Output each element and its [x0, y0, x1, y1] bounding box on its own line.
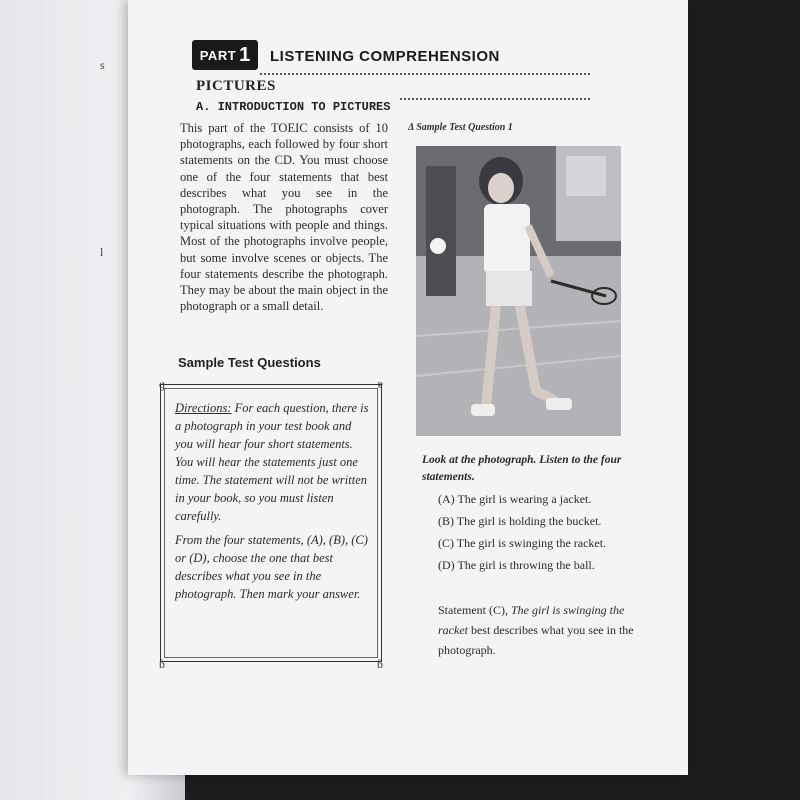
directions-label: Directions:	[175, 401, 232, 415]
directions-paragraph	[175, 399, 369, 525]
sample-questions-heading: Sample Test Questions	[178, 355, 321, 370]
option-d: (D) The girl is throwing the ball.	[438, 558, 595, 572]
directions-box	[159, 377, 383, 671]
answer-options	[438, 490, 636, 578]
part-word: PART	[199, 47, 237, 63]
option-b: (B) The girl is holding the bucket.	[438, 514, 602, 528]
corner-ornament: ɓ	[377, 657, 383, 671]
page-title: LISTENING COMPREHENSION	[270, 48, 500, 65]
corner-ornament: ɓ	[159, 657, 165, 671]
question-photograph	[416, 146, 621, 436]
left-page-mark: l	[100, 245, 104, 259]
option-c: (C) The girl is swinging the racket.	[438, 536, 607, 550]
left-page-mark: s	[100, 58, 105, 72]
photograph-girl-tennis	[416, 146, 621, 436]
intro-paragraph: This part of the TOEIC consists of 10 photographs, each followed by four short statements on the CD. You must choose one of the four statements that best describes what you see in the photograph. The photographs cover typical situations with people and things. Most of the photographs involve people, but some involve scenes or objects. The four statements describe the photograph. They may be about the main object in the photograph or a small detail.	[180, 121, 388, 314]
question-instruction: Look at the photograph. Listen to the four statements.	[422, 454, 622, 483]
header-rule	[260, 73, 590, 75]
sample-question-label: Δ Sample Test Question 1	[408, 122, 513, 133]
directions-text: For each question, there is a photograph in your test book and you will hear four short statements. You will hear the statements just one time. The statement will not be written in your book, so you must listen carefully.	[175, 401, 369, 523]
directions-text-2: From the four statements, (A), (B), (C) or (D), choose the one that best describes what you see in the photograph. Then mark your answer.	[175, 533, 368, 601]
book-page	[128, 0, 688, 775]
part-badge	[192, 40, 258, 70]
pictures-heading: PICTURES	[196, 78, 276, 94]
option-a: (A) The girl is wearing a jacket.	[438, 492, 592, 506]
part-number: 1	[239, 43, 251, 66]
intro-heading: A. INTRODUCTION TO PICTURES	[196, 100, 391, 114]
section-rule	[400, 98, 590, 100]
corner-ornament: ɐ	[377, 377, 383, 391]
answer-prefix: Statement (C),	[438, 603, 508, 617]
corner-ornament: ɡ	[159, 377, 165, 391]
answer-italic: The girl is swinging the racket	[438, 603, 625, 637]
answer-explanation	[438, 600, 648, 660]
answer-suffix: best describes what you see in the photograph.	[438, 623, 634, 657]
